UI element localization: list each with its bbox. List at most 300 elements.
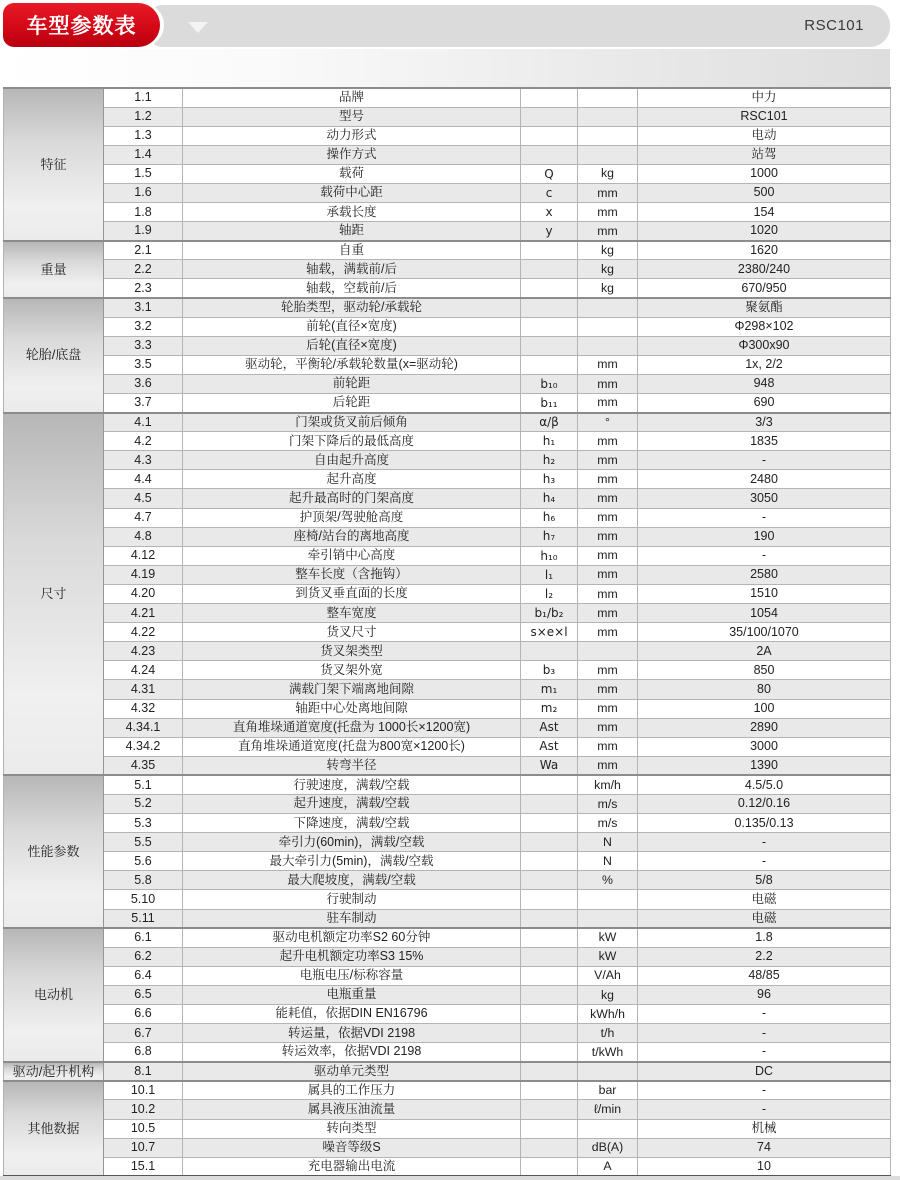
- cell-description: 到货叉垂直面的长度: [183, 584, 521, 603]
- cell-index: 10.5: [104, 1119, 183, 1138]
- table-row: [4, 623, 891, 642]
- cell-symbol: l₁: [521, 565, 578, 584]
- cell-value: Φ300x90: [638, 336, 891, 355]
- cell-value: 1x, 2/2: [638, 355, 891, 374]
- cell-value: -: [638, 833, 891, 852]
- cell-value: -: [638, 1005, 891, 1024]
- cell-description: 轮胎类型，驱动轮/承载轮: [183, 298, 521, 317]
- cell-index: 3.2: [104, 317, 183, 336]
- cell-description: 品牌: [183, 88, 521, 107]
- cell-value: 3000: [638, 737, 891, 756]
- cell-index: 4.1: [104, 413, 183, 432]
- cell-unit: mm: [578, 222, 638, 241]
- cell-description: 驱动电机额定功率S2 60分钟: [183, 928, 521, 947]
- cell-unit: [578, 145, 638, 164]
- table-row: [4, 107, 891, 126]
- cell-index: 1.4: [104, 145, 183, 164]
- cell-unit: [578, 317, 638, 336]
- cell-value: 2A: [638, 642, 891, 661]
- cell-index: 4.21: [104, 604, 183, 623]
- table-row: [4, 966, 891, 985]
- table-row: [4, 699, 891, 718]
- cell-unit: N: [578, 852, 638, 871]
- cell-value: 1620: [638, 241, 891, 260]
- cell-symbol: [521, 794, 578, 813]
- cell-symbol: [521, 775, 578, 794]
- cell-value: DC: [638, 1062, 891, 1081]
- cell-unit: mm: [578, 623, 638, 642]
- cell-unit: km/h: [578, 775, 638, 794]
- cell-value: 电磁: [638, 890, 891, 909]
- section-label: 轮胎/底盘: [4, 298, 104, 413]
- cell-symbol: [521, 1138, 578, 1157]
- cell-index: 4.4: [104, 470, 183, 489]
- cell-value: 850: [638, 661, 891, 680]
- table-row: [4, 1100, 891, 1119]
- table-row: [4, 680, 891, 699]
- cell-description: 前轮距: [183, 374, 521, 393]
- cell-value: 1835: [638, 432, 891, 451]
- table-row: [4, 355, 891, 374]
- table-row: [4, 928, 891, 947]
- cell-symbol: Ast: [521, 737, 578, 756]
- cell-description: 货叉尺寸: [183, 623, 521, 642]
- table-row: [4, 260, 891, 279]
- cell-index: 4.32: [104, 699, 183, 718]
- table-row: [4, 1081, 891, 1100]
- cell-unit: mm: [578, 565, 638, 584]
- cell-index: 6.4: [104, 966, 183, 985]
- cell-symbol: [521, 909, 578, 928]
- cell-unit: mm: [578, 432, 638, 451]
- cell-index: 4.34.2: [104, 737, 183, 756]
- cell-index: 4.7: [104, 508, 183, 527]
- cell-index: 6.7: [104, 1024, 183, 1043]
- cell-value: 948: [638, 374, 891, 393]
- cell-description: 转运量，依据VDI 2198: [183, 1024, 521, 1043]
- dropdown-arrow-icon: [188, 22, 208, 33]
- cell-unit: kWh/h: [578, 1005, 638, 1024]
- cell-index: 3.7: [104, 394, 183, 413]
- cell-value: 670/950: [638, 279, 891, 298]
- cell-value: -: [638, 451, 891, 470]
- cell-value: 1000: [638, 164, 891, 183]
- table-row: [4, 871, 891, 890]
- table-row: [4, 451, 891, 470]
- table-row: [4, 88, 891, 107]
- header-bar: [150, 5, 890, 47]
- cell-index: 1.2: [104, 107, 183, 126]
- cell-description: 货叉架类型: [183, 642, 521, 661]
- cell-unit: mm: [578, 508, 638, 527]
- cell-index: 3.5: [104, 355, 183, 374]
- cell-symbol: h₂: [521, 451, 578, 470]
- cell-value: 1020: [638, 222, 891, 241]
- cell-symbol: h₄: [521, 489, 578, 508]
- cell-description: 轴载，满载前/后: [183, 260, 521, 279]
- cell-symbol: Wa: [521, 756, 578, 775]
- cell-description: 货叉架外宽: [183, 661, 521, 680]
- cell-index: 4.8: [104, 527, 183, 546]
- table-row: [4, 317, 891, 336]
- cell-symbol: [521, 145, 578, 164]
- table-row: [4, 890, 891, 909]
- cell-value: 站驾: [638, 145, 891, 164]
- table-row: [4, 413, 891, 432]
- table-row: [4, 1138, 891, 1157]
- cell-index: 3.3: [104, 336, 183, 355]
- cell-description: 满载门架下端离地间隙: [183, 680, 521, 699]
- table-row: [4, 584, 891, 603]
- cell-value: -: [638, 546, 891, 565]
- cell-unit: bar: [578, 1081, 638, 1100]
- cell-description: 下降速度，满载/空载: [183, 814, 521, 833]
- cell-symbol: [521, 88, 578, 107]
- cell-description: 起升速度，满载/空载: [183, 794, 521, 813]
- cell-unit: mm: [578, 756, 638, 775]
- cell-symbol: [521, 852, 578, 871]
- spec-table: [3, 87, 891, 1178]
- cell-description: 噪音等级S: [183, 1138, 521, 1157]
- cell-value: 35/100/1070: [638, 623, 891, 642]
- cell-description: 电瓶电压/标称容量: [183, 966, 521, 985]
- table-row: [4, 1043, 891, 1062]
- cell-unit: mm: [578, 718, 638, 737]
- cell-value: 500: [638, 183, 891, 202]
- cell-value: 3/3: [638, 413, 891, 432]
- table-row: [4, 985, 891, 1004]
- cell-symbol: m₁: [521, 680, 578, 699]
- table-row: [4, 775, 891, 794]
- cell-description: 驱动轮，平衡轮/承载轮数量(x=驱动轮): [183, 355, 521, 374]
- cell-description: 行驶制动: [183, 890, 521, 909]
- cell-description: 牵引力(60min)，满载/空载: [183, 833, 521, 852]
- cell-value: 74: [638, 1138, 891, 1157]
- table-row: [4, 756, 891, 775]
- cell-description: 属具的工作压力: [183, 1081, 521, 1100]
- table-row: [4, 374, 891, 393]
- cell-value: -: [638, 852, 891, 871]
- cell-index: 5.8: [104, 871, 183, 890]
- cell-description: 直角堆垛通道宽度(托盘为800宽×1200长): [183, 737, 521, 756]
- cell-index: 4.31: [104, 680, 183, 699]
- cell-index: 6.1: [104, 928, 183, 947]
- cell-index: 1.6: [104, 183, 183, 202]
- table-row: [4, 527, 891, 546]
- cell-unit: N: [578, 833, 638, 852]
- cell-unit: A: [578, 1157, 638, 1176]
- cell-symbol: m₂: [521, 699, 578, 718]
- cell-unit: mm: [578, 584, 638, 603]
- cell-unit: [578, 1062, 638, 1081]
- table-row: [4, 489, 891, 508]
- cell-description: 充电器输出电流: [183, 1157, 521, 1176]
- cell-value: 1390: [638, 756, 891, 775]
- cell-unit: %: [578, 871, 638, 890]
- cell-value: 1054: [638, 604, 891, 623]
- cell-unit: V/Ah: [578, 966, 638, 985]
- table-row: [4, 661, 891, 680]
- cell-value: 2890: [638, 718, 891, 737]
- cell-unit: [578, 298, 638, 317]
- cell-description: 后轮距: [183, 394, 521, 413]
- table-row: [4, 470, 891, 489]
- table-row: [4, 1157, 891, 1176]
- table-row: [4, 1119, 891, 1138]
- table-row: [4, 222, 891, 241]
- cell-value: 100: [638, 699, 891, 718]
- cell-symbol: s×e×l: [521, 623, 578, 642]
- cell-description: 转运效率，依据VDI 2198: [183, 1043, 521, 1062]
- cell-index: 2.1: [104, 241, 183, 260]
- cell-value: 聚氨酯: [638, 298, 891, 317]
- table-row: [4, 642, 891, 661]
- cell-unit: [578, 88, 638, 107]
- bottom-strip: [0, 1176, 900, 1180]
- cell-description: 动力形式: [183, 126, 521, 145]
- table-row: [4, 126, 891, 145]
- cell-symbol: α/β: [521, 413, 578, 432]
- cell-unit: ℓ/min: [578, 1100, 638, 1119]
- cell-value: 10: [638, 1157, 891, 1176]
- table-row: [4, 298, 891, 317]
- cell-symbol: [521, 1100, 578, 1119]
- cell-value: Φ298×102: [638, 317, 891, 336]
- cell-symbol: [521, 985, 578, 1004]
- cell-symbol: h₁₀: [521, 546, 578, 565]
- cell-index: 1.9: [104, 222, 183, 241]
- cell-unit: [578, 1119, 638, 1138]
- cell-index: 10.2: [104, 1100, 183, 1119]
- cell-description: 轴距: [183, 222, 521, 241]
- cell-unit: [578, 642, 638, 661]
- cell-value: -: [638, 1043, 891, 1062]
- cell-index: 5.6: [104, 852, 183, 871]
- cell-symbol: x: [521, 203, 578, 222]
- table-row: [4, 909, 891, 928]
- cell-symbol: b₃: [521, 661, 578, 680]
- cell-value: -: [638, 508, 891, 527]
- cell-unit: m/s: [578, 814, 638, 833]
- cell-index: 1.8: [104, 203, 183, 222]
- cell-index: 4.24: [104, 661, 183, 680]
- cell-symbol: [521, 336, 578, 355]
- table-row: [4, 1024, 891, 1043]
- cell-unit: kW: [578, 928, 638, 947]
- cell-unit: mm: [578, 374, 638, 393]
- cell-unit: mm: [578, 699, 638, 718]
- cell-value: 4.5/5.0: [638, 775, 891, 794]
- cell-value: 电磁: [638, 909, 891, 928]
- cell-unit: kW: [578, 947, 638, 966]
- cell-index: 3.1: [104, 298, 183, 317]
- cell-unit: mm: [578, 470, 638, 489]
- section-label: 电动机: [4, 928, 104, 1062]
- cell-description: 自重: [183, 241, 521, 260]
- cell-index: 4.23: [104, 642, 183, 661]
- cell-index: 1.3: [104, 126, 183, 145]
- cell-description: 载荷中心距: [183, 183, 521, 202]
- table-row: [4, 718, 891, 737]
- cell-index: 6.5: [104, 985, 183, 1004]
- cell-description: 转弯半径: [183, 756, 521, 775]
- cell-symbol: h₁: [521, 432, 578, 451]
- cell-symbol: [521, 279, 578, 298]
- cell-unit: [578, 890, 638, 909]
- cell-value: 48/85: [638, 966, 891, 985]
- cell-description: 驻车制动: [183, 909, 521, 928]
- cell-index: 5.3: [104, 814, 183, 833]
- cell-description: 整车长度（含拖钩）: [183, 565, 521, 584]
- cell-index: 4.5: [104, 489, 183, 508]
- cell-description: 承载长度: [183, 203, 521, 222]
- cell-description: 直角堆垛通道宽度(托盘为 1000长×1200宽): [183, 718, 521, 737]
- cell-unit: mm: [578, 489, 638, 508]
- table-row: [4, 164, 891, 183]
- table-row: [4, 203, 891, 222]
- section-label: 驱动/起升机构: [4, 1062, 104, 1081]
- cell-description: 操作方式: [183, 145, 521, 164]
- page-title: 车型参数表: [26, 15, 137, 38]
- cell-description: 转向类型: [183, 1119, 521, 1138]
- cell-index: 8.1: [104, 1062, 183, 1081]
- cell-value: 5/8: [638, 871, 891, 890]
- cell-description: 门架或货叉前后倾角: [183, 413, 521, 432]
- cell-unit: m/s: [578, 794, 638, 813]
- cell-description: 护顶架/驾驶舱高度: [183, 508, 521, 527]
- cell-description: 型号: [183, 107, 521, 126]
- cell-index: 10.7: [104, 1138, 183, 1157]
- cell-index: 1.1: [104, 88, 183, 107]
- cell-index: 4.35: [104, 756, 183, 775]
- cell-description: 门架下降后的最低高度: [183, 432, 521, 451]
- spec-table-body: [4, 88, 891, 1176]
- table-row: [4, 394, 891, 413]
- cell-unit: [578, 126, 638, 145]
- section-label: 尺寸: [4, 413, 104, 776]
- cell-index: 4.3: [104, 451, 183, 470]
- cell-unit: kg: [578, 164, 638, 183]
- cell-symbol: c: [521, 183, 578, 202]
- cell-index: 5.2: [104, 794, 183, 813]
- cell-symbol: [521, 1005, 578, 1024]
- cell-description: 起升电机额定功率S3 15%: [183, 947, 521, 966]
- cell-unit: mm: [578, 527, 638, 546]
- cell-symbol: h₆: [521, 508, 578, 527]
- cell-symbol: [521, 355, 578, 374]
- cell-symbol: [521, 1119, 578, 1138]
- cell-value: 2.2: [638, 947, 891, 966]
- cell-index: 4.2: [104, 432, 183, 451]
- cell-unit: [578, 107, 638, 126]
- cell-value: 中力: [638, 88, 891, 107]
- table-row: [4, 794, 891, 813]
- cell-unit: °: [578, 413, 638, 432]
- cell-symbol: Q: [521, 164, 578, 183]
- cell-symbol: [521, 890, 578, 909]
- table-row: [4, 1062, 891, 1081]
- cell-description: 最大爬坡度，满载/空载: [183, 871, 521, 890]
- cell-symbol: [521, 1157, 578, 1176]
- section-label: 特征: [4, 88, 104, 241]
- cell-value: 1510: [638, 584, 891, 603]
- cell-unit: mm: [578, 661, 638, 680]
- cell-index: 10.1: [104, 1081, 183, 1100]
- cell-unit: mm: [578, 546, 638, 565]
- cell-unit: mm: [578, 737, 638, 756]
- table-row: [4, 432, 891, 451]
- cell-value: 机械: [638, 1119, 891, 1138]
- table-row: [4, 183, 891, 202]
- cell-index: 4.20: [104, 584, 183, 603]
- cell-unit: t/h: [578, 1024, 638, 1043]
- cell-description: 行驶速度，满载/空载: [183, 775, 521, 794]
- header-shadow-band: [0, 49, 890, 87]
- cell-symbol: [521, 814, 578, 833]
- table-row: [4, 833, 891, 852]
- cell-value: 2380/240: [638, 260, 891, 279]
- table-row: [4, 336, 891, 355]
- cell-value: -: [638, 1024, 891, 1043]
- cell-index: 4.19: [104, 565, 183, 584]
- cell-value: 96: [638, 985, 891, 1004]
- table-row: [4, 814, 891, 833]
- table-row: [4, 241, 891, 260]
- cell-symbol: [521, 947, 578, 966]
- cell-value: -: [638, 1100, 891, 1119]
- table-row: [4, 145, 891, 164]
- cell-symbol: [521, 642, 578, 661]
- cell-unit: mm: [578, 451, 638, 470]
- cell-unit: dB(A): [578, 1138, 638, 1157]
- table-row: [4, 546, 891, 565]
- cell-value: 1.8: [638, 928, 891, 947]
- cell-index: 6.8: [104, 1043, 183, 1062]
- cell-description: 属具液压油流量: [183, 1100, 521, 1119]
- cell-symbol: y: [521, 222, 578, 241]
- table-row: [4, 279, 891, 298]
- cell-description: 前轮(直径×宽度): [183, 317, 521, 336]
- cell-unit: [578, 909, 638, 928]
- cell-symbol: [521, 1043, 578, 1062]
- cell-description: 轴载，空载前/后: [183, 279, 521, 298]
- model-label: RSC101: [804, 17, 864, 34]
- cell-unit: kg: [578, 241, 638, 260]
- cell-index: 6.2: [104, 947, 183, 966]
- cell-symbol: [521, 966, 578, 985]
- cell-unit: mm: [578, 355, 638, 374]
- cell-index: 6.6: [104, 1005, 183, 1024]
- cell-index: 4.12: [104, 546, 183, 565]
- cell-unit: t/kWh: [578, 1043, 638, 1062]
- cell-symbol: [521, 1081, 578, 1100]
- cell-unit: kg: [578, 279, 638, 298]
- cell-description: 自由起升高度: [183, 451, 521, 470]
- cell-description: 起升高度: [183, 470, 521, 489]
- cell-index: 5.1: [104, 775, 183, 794]
- cell-symbol: [521, 241, 578, 260]
- cell-unit: mm: [578, 394, 638, 413]
- cell-value: 0.135/0.13: [638, 814, 891, 833]
- cell-unit: kg: [578, 260, 638, 279]
- cell-value: -: [638, 1081, 891, 1100]
- cell-description: 驱动单元类型: [183, 1062, 521, 1081]
- cell-index: 2.3: [104, 279, 183, 298]
- cell-index: 5.10: [104, 890, 183, 909]
- cell-index: 15.1: [104, 1157, 183, 1176]
- table-row: [4, 565, 891, 584]
- cell-symbol: [521, 1024, 578, 1043]
